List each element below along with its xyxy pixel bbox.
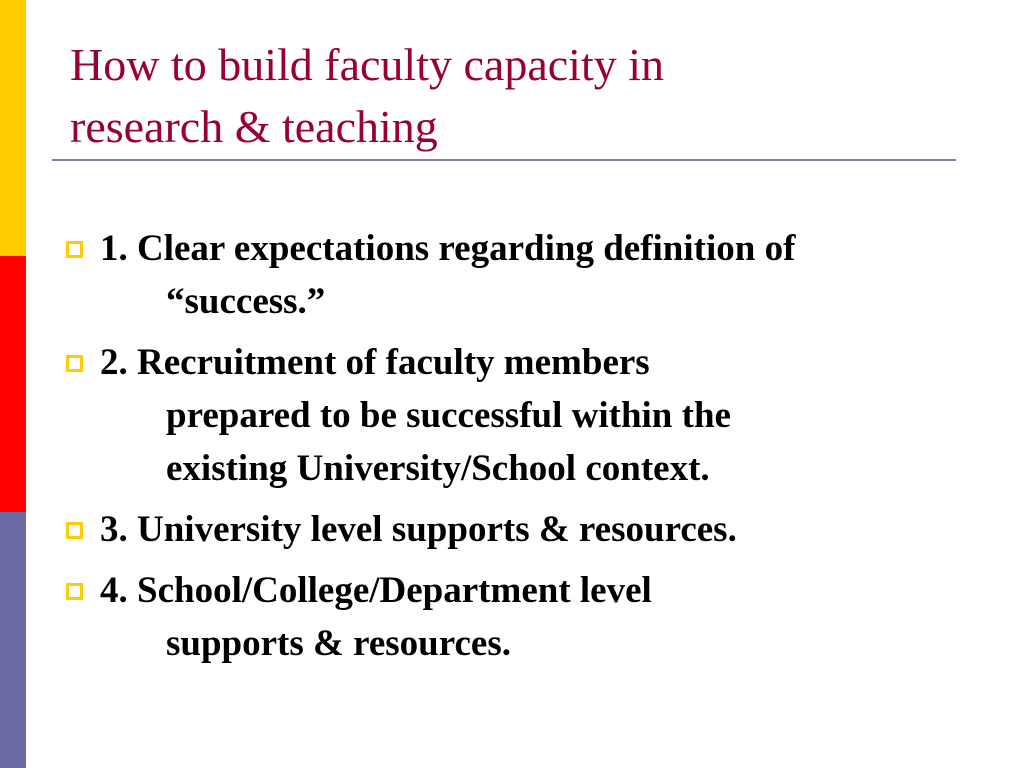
- slide-title-line: research & teaching: [70, 101, 438, 152]
- bullet-line: 4. School/College/Department level: [100, 570, 652, 611]
- side-bar-yellow: [0, 0, 26, 256]
- title-divider: [52, 159, 956, 161]
- bullet-text: [100, 222, 994, 328]
- bullet-line: “success.”: [166, 281, 326, 322]
- bullet-item: [64, 503, 994, 556]
- bullet-text: [100, 564, 994, 670]
- bullet-text: [100, 503, 994, 556]
- bullet-list: [64, 222, 994, 678]
- bullet-item: [64, 222, 994, 328]
- side-bar-red: [0, 256, 26, 512]
- bullet-line: 2. Recruitment of faculty members: [100, 342, 650, 383]
- bullet-line: supports & resources.: [166, 623, 511, 664]
- bullet-line: prepared to be successful within the: [166, 395, 731, 436]
- hollow-square-bullet-icon: [66, 355, 83, 372]
- bullet-line: 3. University level supports & resources.: [100, 509, 737, 550]
- bullet-item: [64, 564, 994, 670]
- slide-title: [70, 34, 970, 158]
- hollow-square-bullet-icon: [66, 522, 83, 539]
- bullet-text: [100, 336, 994, 495]
- hollow-square-bullet-icon: [66, 241, 83, 258]
- hollow-square-bullet-icon: [66, 583, 83, 600]
- bullet-line: 1. Clear expectations regarding definition of: [100, 228, 796, 269]
- bullet-line: existing University/School context.: [166, 448, 710, 489]
- slide-title-line: How to build faculty capacity in: [70, 39, 665, 90]
- bullet-item: [64, 336, 994, 495]
- side-bar-slate: [0, 512, 26, 768]
